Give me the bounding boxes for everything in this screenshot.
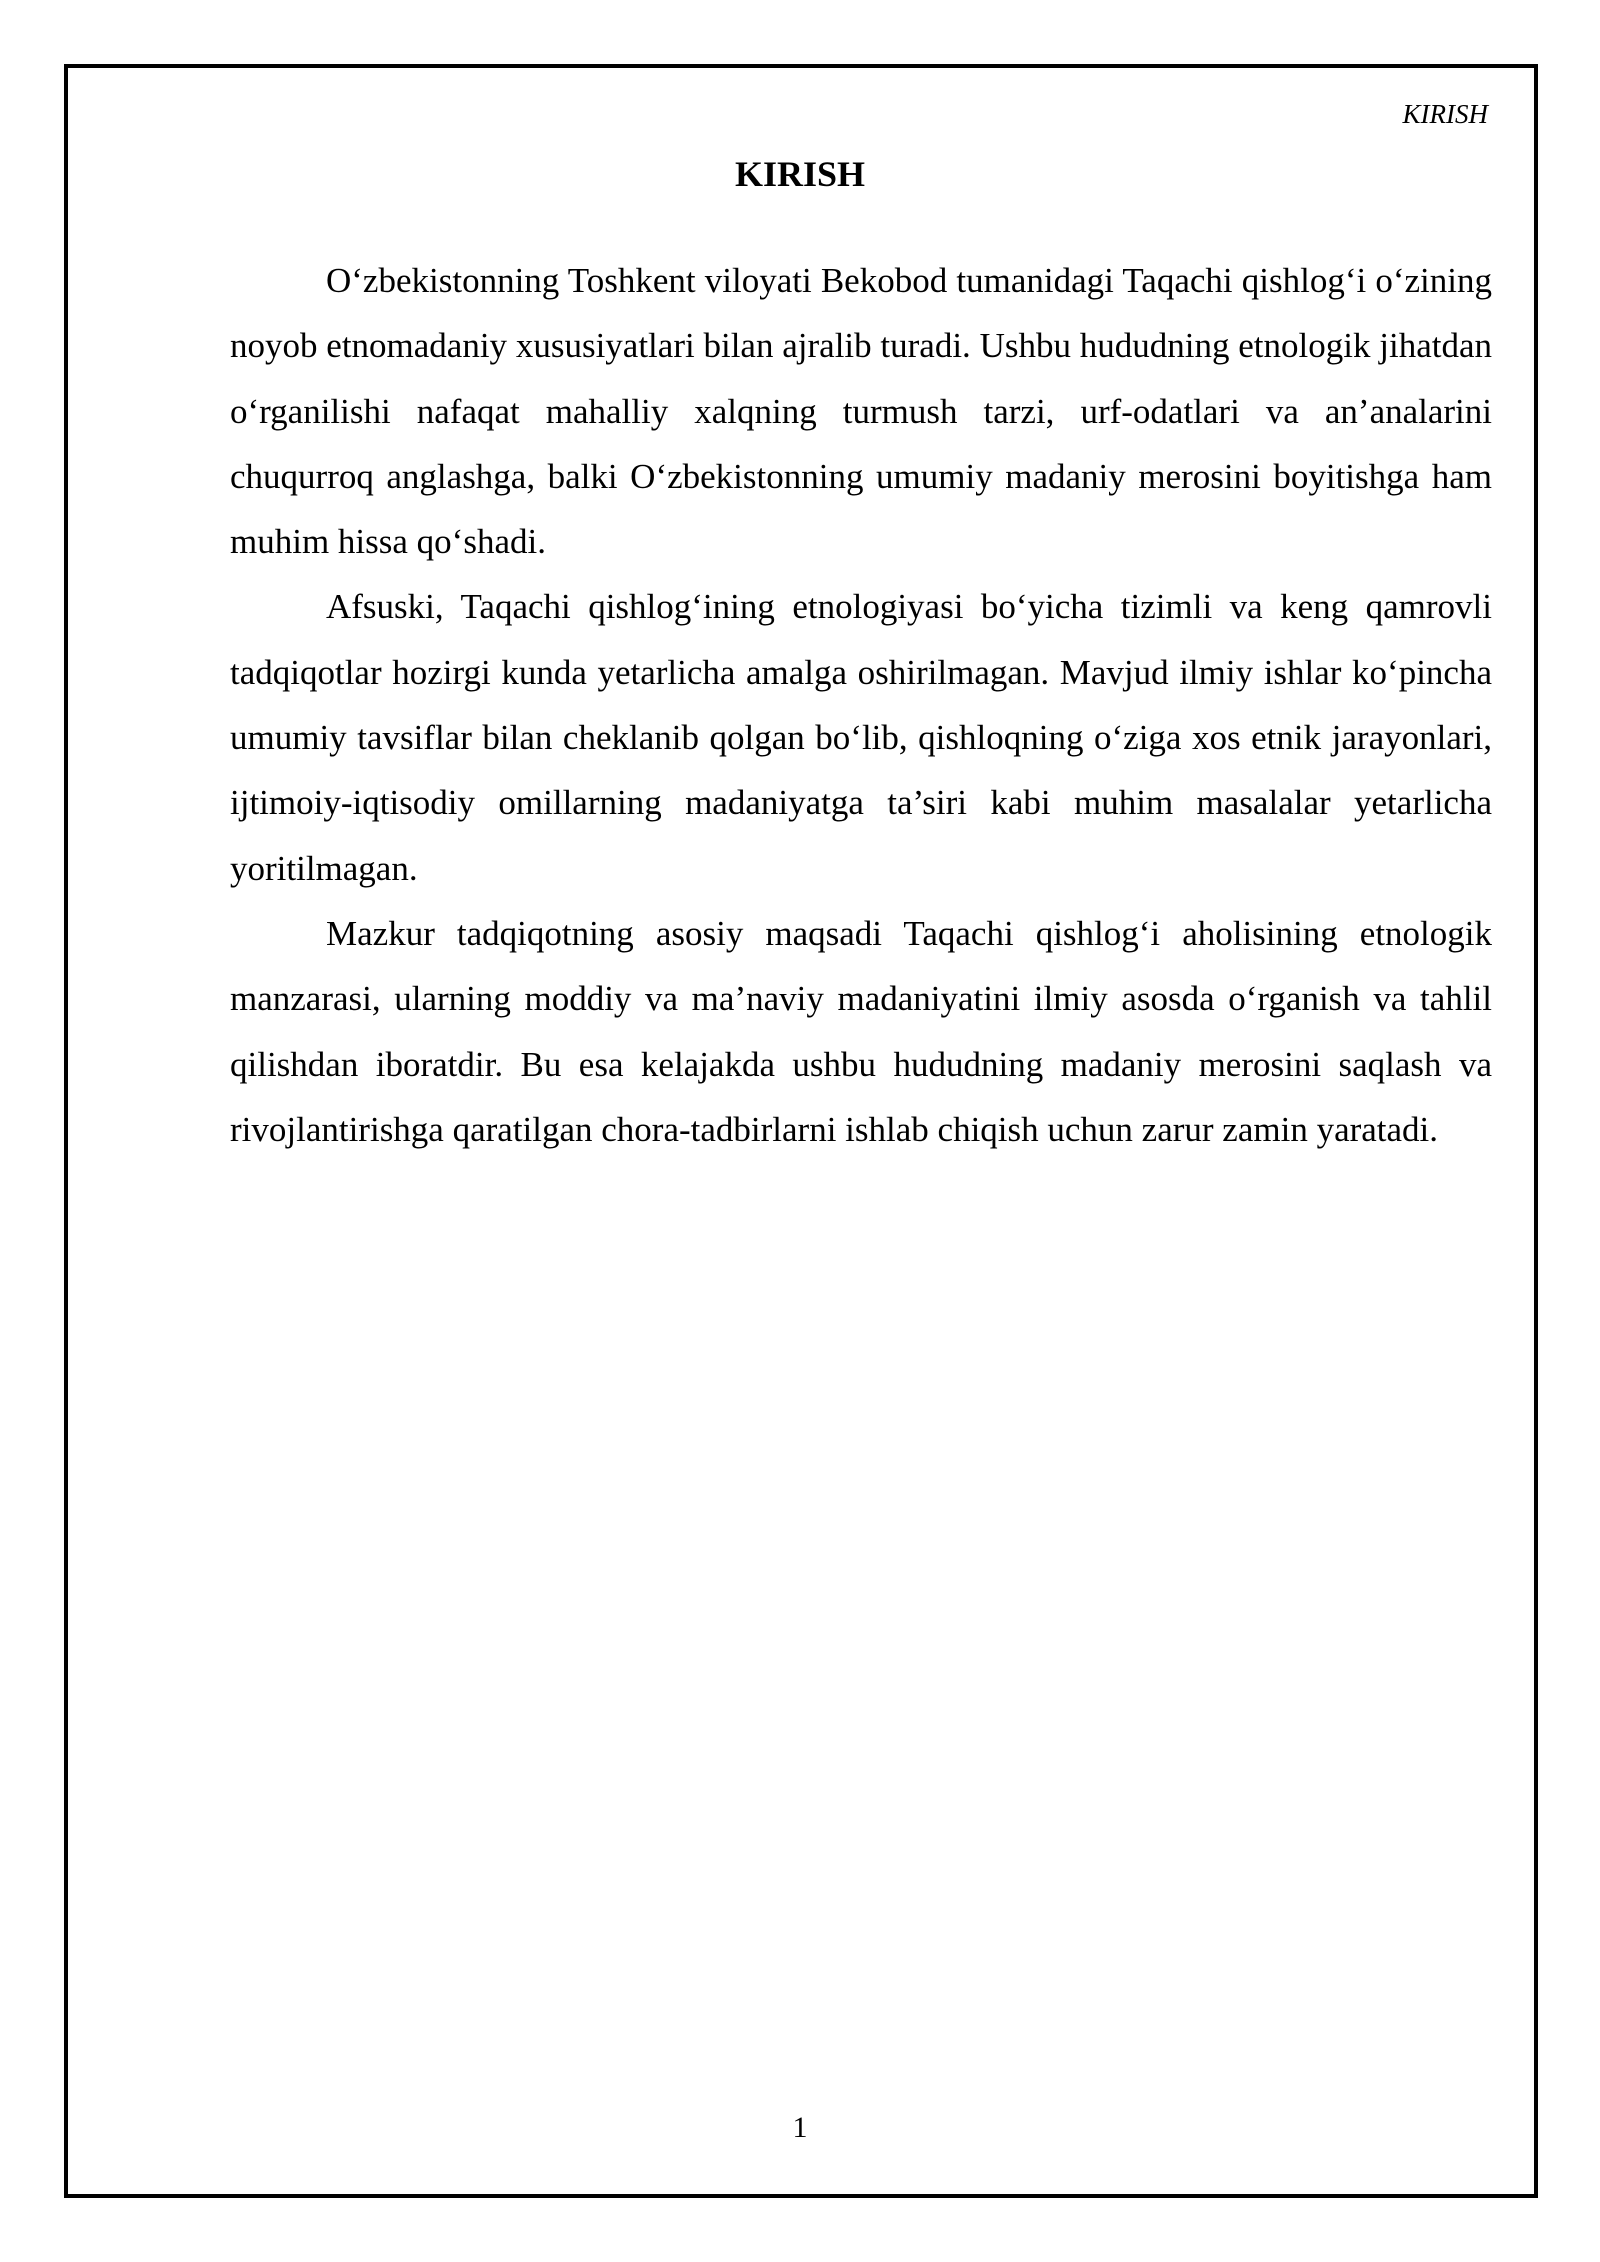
page-title: KIRISH	[734, 154, 866, 194]
paragraph: Mazkur tadqiqotning asosiy maqsadi Taqachi qishlog‘i aholisining etnologik manzarasi, ularning moddiy va ma’naviy madaniyatini ilmiy asosda o‘rganish va tahlil qilishdan iboratdir. Bu esa kelajakda ushbu hududning madaniy merosini saqlash va rivojlantirishga qaratilgan chora-tadbirlarni ishlab chiqish uchun zarur zamin yaratadi.	[230, 913, 1492, 1149]
page-number: 1	[792, 2111, 808, 2144]
running-header: KIRISH	[1402, 99, 1488, 129]
body-text	[230, 248, 1492, 1162]
paragraph: Afsuski, Taqachi qishlog‘ining etnologiyasi bo‘yicha tizimli va keng qamrovli tadqiqotlar hozirgi kunda yetarlicha amalga oshirilmagan. Mavjud ilmiy ishlar ko‘pincha umumiy tavsiflar bilan cheklanib qolgan bo‘lib, qishloqning o‘ziga xos etnik jarayonlari, ijtimoiy-iqtisodiy omillarning madaniyatga ta’siri kabi muhim masalalar yetarlicha yoritilmagan.	[230, 587, 1492, 888]
paragraph: O‘zbekistonning Toshkent viloyati Bekobod tumanidagi Taqachi qishlog‘i o‘zining noyob etnomadaniy xususiyatlari bilan ajralib turadi. Ushbu hududning etnologik jihatdan o‘rganilishi nafaqat mahalliy xalqning turmush tarzi, urf-odatlari va an’analarini chuqurroq anglashga, balki O‘zbekistonning umumiy madaniy merosini boyitishga ham muhim hissa qo‘shadi.	[230, 261, 1492, 562]
